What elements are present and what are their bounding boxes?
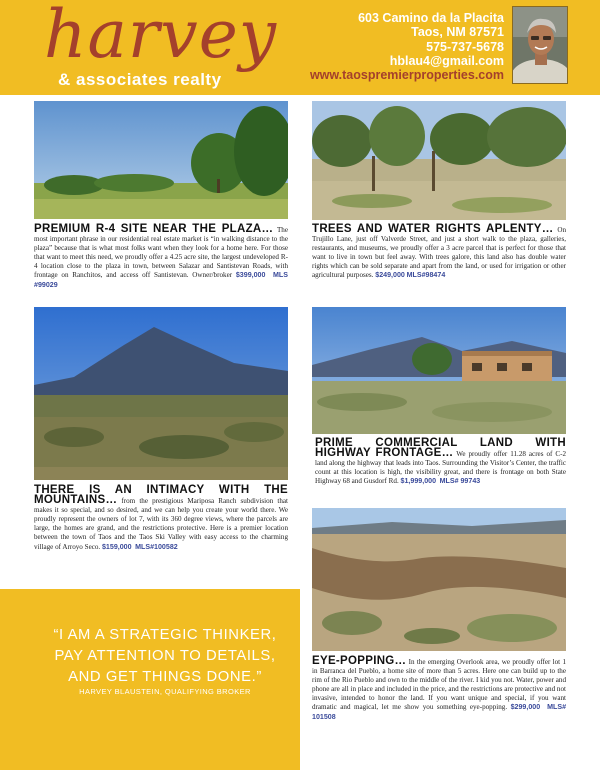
listing-mountain-price: $159,000: [101, 542, 132, 551]
listing-trees-mls: MLS#98474: [406, 271, 446, 280]
logo-wordmark: harvey: [44, 0, 278, 73]
listing-commercial-headline: PRIME COMMERCIAL LAND WITH HIGHWAY FRONTAGE…: [315, 437, 566, 460]
listing-mountain: [34, 486, 288, 552]
contact-address: 603 Camino da la Placita: [358, 11, 504, 25]
listing-commercial-price: $1,999,000: [400, 477, 437, 486]
broker-portrait: [512, 6, 568, 84]
listing-photo-commercial: [312, 307, 566, 434]
contact-email[interactable]: hblau4@gmail.com: [389, 53, 504, 68]
listing-trees-price: $249,000: [375, 271, 405, 280]
quote-attribution: HARVEY BLAUSTEIN, QUALIFYING BROKER: [79, 687, 251, 696]
listing-commercial-body: We proudly offer 11.28 acres of C-2 land along the highway that leads into Taos. Surrounding the Visitor’s Center, the traffic count at this location is high, the visibility great, and there is frontage on both State Highway 68 and Gusdorf Rd.: [315, 450, 566, 486]
listing-commercial-mls: MLS# 99743: [439, 477, 481, 486]
logo-tagline: & associates realty: [58, 70, 222, 89]
listing-trees-headline: TREES AND WATER RIGHTS APLENTY…: [312, 223, 554, 235]
listing-commercial: [315, 439, 566, 486]
listing-photo-gorge: [312, 508, 566, 651]
listing-gorge-price: $299,000: [510, 703, 541, 712]
listing-photo-plaza: [34, 101, 288, 219]
listing-trees: [312, 225, 566, 281]
listing-photo-mountain: [34, 307, 288, 480]
contact-city: Taos, NM 87571: [411, 25, 504, 40]
contact-block: [310, 11, 504, 82]
header-banner: [0, 0, 600, 95]
listing-plaza-body: The most important phrase in our residential real estate market is “in walking distance to the plaza” because that is what most folks want when they look for a home here. For those that want to meet this need, we proudly offer a 4.25 acre site, the largest undeveloped R-4 location close to the plaza in town, between Salazar and Santistevan Roads, with frontage on Ranchitos, and access off Santistevan. Owner/broker: [34, 226, 288, 280]
contact-phone[interactable]: 575-737-5678: [426, 39, 504, 54]
listing-mountain-headline: THERE IS AN INTIMACY WITH THE MOUNTAINS…: [34, 484, 288, 507]
listing-gorge-body: In the emerging Overlook area, we proudly offer lot 1 in Barranca del Pueblo, a home site of more than 5 acres. Here one can build up to the rim of the Rio Pueblo and own to the middle of the river. I kid you not. Water, power and phone are all in place and included in the price, and the restrictions are protective and not invasive, intended to honor the land. If you want unique and special, if you want dramatic and magical, let me show you something eye-popping.: [312, 658, 566, 712]
broker-quote: “I AM A STRATEGIC THINKER, PAY ATTENTION TO DETAILS, AND GET THINGS DONE.”: [53, 627, 277, 685]
listing-plaza-price: $399,000: [235, 271, 266, 280]
listing-gorge-mls: MLS# 101508: [312, 703, 567, 721]
listing-mountain-mls: MLS#100582: [135, 542, 178, 551]
listing-gorge-headline: EYE-POPPING…: [312, 655, 407, 667]
listing-plaza: [34, 225, 288, 290]
listing-plaza-headline: PREMIUM R-4 SITE NEAR THE PLAZA…: [34, 223, 274, 235]
contact-website[interactable]: www.taospremierproperties.com: [309, 68, 504, 83]
listing-plaza-mls: MLS #99029: [34, 271, 288, 289]
listing-photo-trees: [312, 101, 566, 220]
listing-mountain-body: from the prestigious Mariposa Ranch subdivision that makes it so special, and so desired, and we can help you create your world there. We proudly represent the owners of lot 7, with its 360 degree views, where the parcels are large, the homes are grand, and the restrictions protective. Here is a premier location between the town of Taos and the Taos Ski Valley with easy access to the charming village of Arroyo Seco.: [34, 497, 288, 551]
listing-gorge: [312, 657, 566, 722]
quote-box: [0, 589, 300, 770]
listing-trees-body: On Trujillo Lane, just off Valverde Street, and just a short walk to the plaza, galleries, restaurants, and museums, we proudly offer a 3 acre parcel that is perfect for those that want to live in town but feel away. With trees galore, this land also has double water rights which can be sold separate and apart from the land, or used for irrigation or other agricultural purposes.: [312, 226, 566, 280]
